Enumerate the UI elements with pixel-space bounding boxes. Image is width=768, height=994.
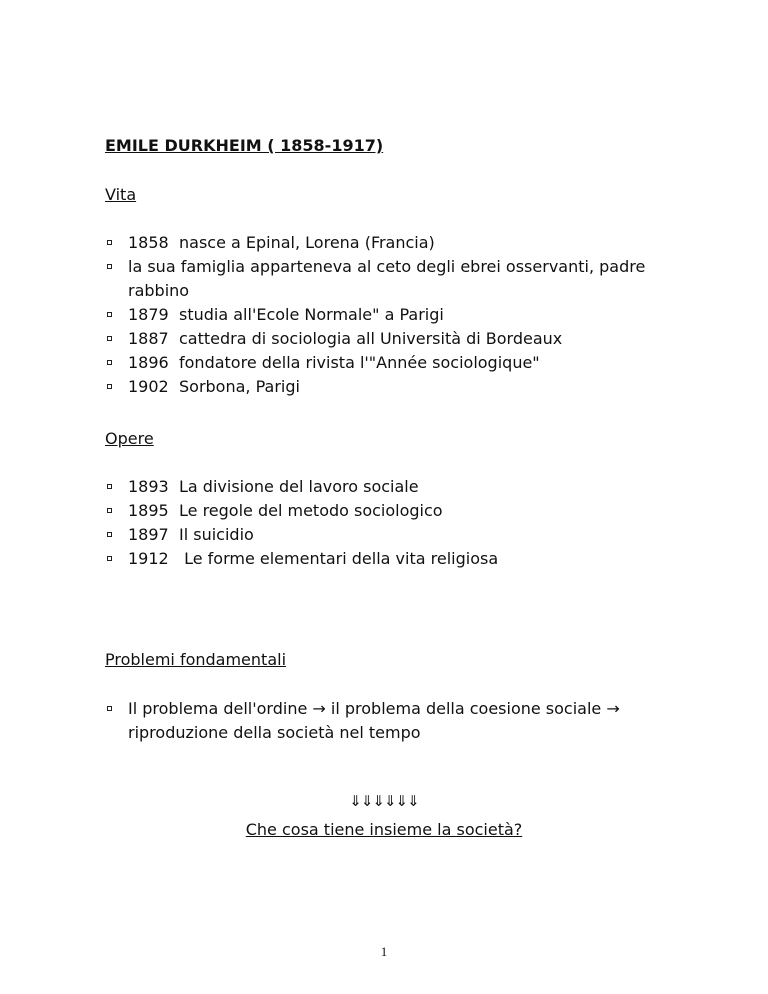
item-text: la sua famiglia apparteneva al ceto degli ebrei osservanti, padre rabbino <box>128 257 646 300</box>
vita-list <box>105 231 665 399</box>
item-text: fondatore della rivista l'"Année sociologique" <box>179 353 540 372</box>
list-item <box>105 255 665 303</box>
item-year: 1912 <box>128 549 169 568</box>
item-text: Sorbona, Parigi <box>179 377 300 396</box>
item-text: La divisione del lavoro sociale <box>179 477 419 496</box>
bullet-square-icon <box>107 484 112 489</box>
right-arrow-icon: → <box>606 699 620 718</box>
item-year: 1879 <box>128 305 169 324</box>
list-item <box>105 303 665 327</box>
bullet-square-icon <box>107 264 112 269</box>
bullet-square-icon <box>107 360 112 365</box>
list-item <box>105 499 665 523</box>
item-text: Le forme elementari della vita religiosa <box>179 549 499 568</box>
bullet-square-icon <box>107 556 112 561</box>
list-item <box>105 475 665 499</box>
central-question: Che cosa tiene insieme la società? <box>245 820 523 839</box>
bullet-square-icon <box>107 532 112 537</box>
section-heading-vita: Vita <box>105 185 137 204</box>
list-item <box>105 547 665 571</box>
bullet-square-icon <box>107 312 112 317</box>
list-item <box>105 351 665 375</box>
item-year: 1858 <box>128 233 169 252</box>
document-title: EMILE DURKHEIM ( 1858-1917) <box>105 136 384 155</box>
item-text: Il suicidio <box>179 525 254 544</box>
item-year: 1895 <box>128 501 169 520</box>
item-text-part1: Il problema dell'ordine <box>128 699 313 718</box>
section-heading-problemi: Problemi fondamentali <box>105 650 287 669</box>
item-year: 1896 <box>128 353 169 372</box>
problemi-list <box>105 697 665 745</box>
bullet-square-icon <box>107 384 112 389</box>
item-text: cattedra di sociologia all Università di Bordeaux <box>179 329 563 348</box>
item-text-part2: il problema della coesione sociale <box>325 699 607 718</box>
bullet-square-icon <box>107 240 112 245</box>
bullet-square-icon <box>107 706 112 711</box>
list-item <box>105 327 665 351</box>
item-text-part3: riproduzione della società nel tempo <box>128 723 421 742</box>
bullet-square-icon <box>107 508 112 513</box>
down-arrows-icon: ⇓⇓⇓⇓⇓⇓ <box>349 792 419 810</box>
section-heading-opere: Opere <box>105 429 154 448</box>
item-year: 1887 <box>128 329 169 348</box>
item-year: 1902 <box>128 377 169 396</box>
page-number: 1 <box>380 944 388 959</box>
list-item <box>105 697 665 745</box>
opere-list <box>105 475 665 571</box>
list-item <box>105 231 665 255</box>
item-year: 1893 <box>128 477 169 496</box>
item-year: 1897 <box>128 525 169 544</box>
list-item <box>105 523 665 547</box>
item-text: studia all'Ecole Normale" a Parigi <box>179 305 444 324</box>
list-item <box>105 375 665 399</box>
item-text: nasce a Epinal, Lorena (Francia) <box>179 233 435 252</box>
bullet-square-icon <box>107 336 112 341</box>
item-text: Le regole del metodo sociologico <box>179 501 443 520</box>
right-arrow-icon: → <box>312 699 326 718</box>
